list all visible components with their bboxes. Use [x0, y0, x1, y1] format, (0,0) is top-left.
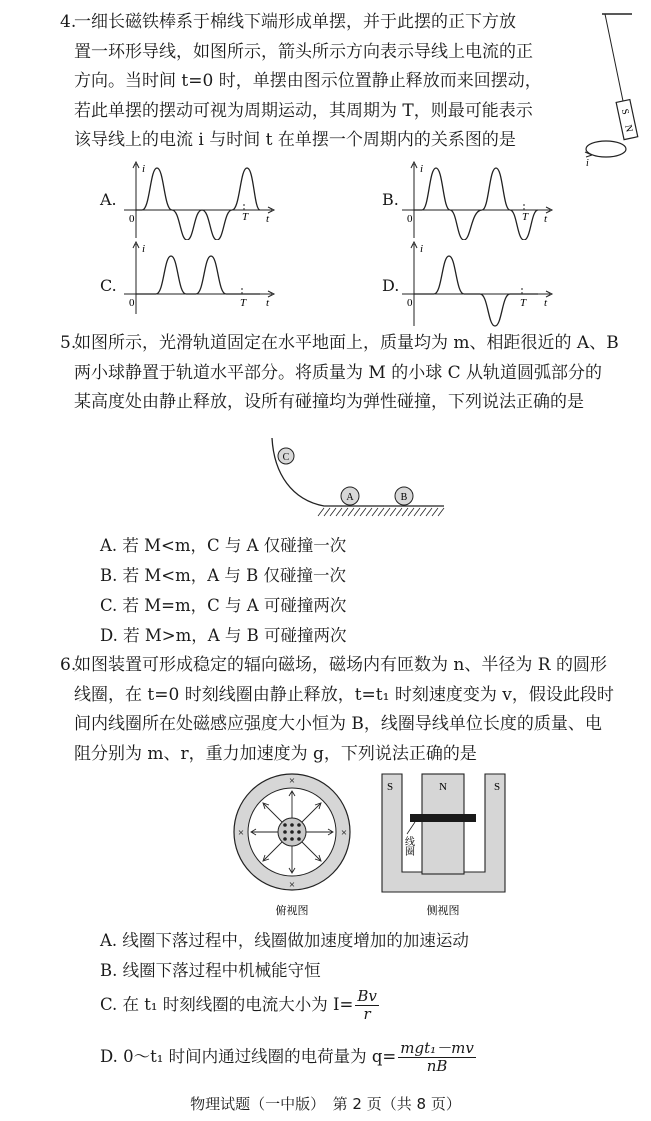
top-view-caption: 俯视图: [275, 905, 309, 917]
curve: [136, 168, 260, 240]
q6-option-b[interactable]: B. 线圈下落过程中机械能守恒: [100, 961, 321, 980]
origin-label: 0: [407, 213, 413, 225]
axis-y-label: i: [420, 163, 424, 175]
q5-option-c[interactable]: C. 若 M=m，C 与 A 可碰撞两次: [100, 596, 347, 615]
question-6-number: 6.: [60, 655, 77, 675]
side-n-label: N: [439, 781, 447, 793]
bar-magnet: [616, 100, 638, 140]
x-mark-left: ×: [237, 827, 245, 839]
q6-option-c-text: C. 在 t₁ 时刻线圈的电流大小为 I=: [100, 995, 354, 1014]
fraction-denominator: nB: [426, 1057, 448, 1075]
question-4-line-5: 该导线上的电流 i 与时间 t 在单摆一个周期内的关系图的是: [74, 130, 516, 150]
coil-pointer: [407, 822, 415, 834]
q6-option-d-text: D. 0～t₁ 时间内通过线圈的电荷量为 q=: [100, 1047, 397, 1066]
curve: [414, 168, 538, 240]
question-6: [60, 651, 644, 769]
ring-current-label: i: [586, 158, 589, 168]
top-view-figure: [228, 770, 358, 920]
axis-y-label: i: [420, 243, 424, 255]
ball-b-label: B: [400, 492, 408, 503]
side-s-left-label: S: [386, 781, 394, 793]
question-5-number: 5.: [60, 333, 77, 353]
axis-y-label: i: [142, 243, 146, 255]
coil-label: 线圈: [402, 836, 414, 856]
axis-x-label: t: [544, 297, 548, 309]
question-5: [60, 329, 644, 418]
axis-x-label: t: [266, 297, 270, 309]
q4-option-a-label: A.: [100, 190, 117, 209]
ball-a-label: A: [346, 492, 354, 503]
q4-graph-c: [120, 240, 280, 316]
question-6-line-2: 线圈，在 t=0 时刻线圈由静止释放，t=t₁ 时刻速度变为 v，假设此段时: [74, 684, 614, 705]
magnet-s-label: S: [618, 107, 631, 116]
pendulum-string: [605, 14, 623, 101]
period-label: T: [520, 297, 527, 309]
fraction-numerator: Bv: [357, 987, 377, 1005]
question-4-line-2: 置一环形导线，如图所示，箭头所示方向表示导线上电流的正: [74, 41, 533, 62]
q4-graph-a: [120, 160, 280, 240]
x-mark-top: ×: [288, 775, 296, 787]
axis-x-label: t: [266, 213, 270, 225]
pendulum-figure: [572, 6, 644, 168]
x-mark-right: ×: [340, 827, 348, 839]
axis-x-label: t: [544, 213, 548, 225]
center-dots: [283, 823, 301, 841]
period-label: T: [242, 211, 249, 223]
fraction-numerator: mgt₁－mv: [400, 1039, 474, 1057]
origin-label: 0: [129, 297, 135, 309]
ball-c-label: C: [282, 452, 290, 463]
side-view-figure: [380, 772, 508, 920]
question-5-line-1: 如图所示，光滑轨道固定在水平地面上，质量均为 m、相距很近的 A、B: [74, 333, 619, 353]
question-5-line-3: 某高度处由静止释放，设所有碰撞均为弹性碰撞，下列说法正确的是: [74, 392, 584, 412]
ground-hatch: [318, 508, 444, 516]
question-4-line-1: 一细长磁铁棒系于棉线下端形成单摆，并于此摆的正下方放: [74, 12, 516, 32]
axis-y-label: i: [142, 163, 146, 175]
fraction-charge: [398, 1040, 476, 1075]
question-6-line-3: 间内线圈所在处磁感应强度大小恒为 B，线圈导线单位长度的质量、电: [74, 714, 602, 734]
side-s-right-label: S: [493, 781, 501, 793]
q5-option-d[interactable]: D. 若 M>m，A 与 B 可碰撞两次: [100, 626, 347, 645]
q5-option-a[interactable]: A. 若 M<m，C 与 A 仅碰撞一次: [100, 536, 347, 555]
question-4: [60, 8, 574, 156]
question-4-line-4: 若此单摆的摆动可视为周期运动，其周期为 T，则最可能表示: [74, 100, 533, 121]
q5-option-b[interactable]: B. 若 M<m，A 与 B 仅碰撞一次: [100, 566, 347, 585]
period-label: T: [522, 211, 529, 223]
question-4-line-3: 方向。当时间 t=0 时，单摆由图示位置静止释放而来回摆动，: [74, 71, 542, 91]
question-6-line-4: 阻分别为 m、r，重力加速度为 g，下列说法正确的是: [74, 743, 477, 764]
origin-label: 0: [129, 213, 135, 225]
q4-graph-d: [398, 240, 558, 330]
page-footer: 物理试题（一中版） 第 2 页（共 8 页）: [190, 1095, 461, 1113]
origin-label: 0: [407, 297, 413, 309]
magnet-n-label: N: [622, 123, 635, 134]
x-mark-bottom: ×: [288, 879, 296, 891]
side-view-caption: 侧视图: [426, 905, 460, 917]
q4-graph-b: [398, 160, 558, 240]
track-figure: [262, 434, 452, 520]
fraction-denominator: r: [363, 1005, 371, 1023]
curve: [414, 256, 538, 326]
q6-option-a[interactable]: A. 线圈下落过程中，线圈做加速度增加的加速运动: [100, 931, 469, 950]
question-6-line-1: 如图装置可形成稳定的辐向磁场，磁场内有匝数为 n、半径为 R 的圆形: [74, 655, 607, 675]
q6-option-d[interactable]: [100, 1040, 476, 1075]
fraction-bv-over-r: [355, 988, 379, 1023]
question-4-number: 4.: [60, 12, 77, 32]
q4-option-d-label: D.: [382, 276, 400, 295]
period-label: T: [240, 297, 247, 309]
coil-bar: [410, 814, 476, 822]
q4-option-c-label: C.: [100, 276, 117, 295]
q4-option-b-label: B.: [382, 190, 399, 209]
q6-option-c[interactable]: [100, 988, 379, 1023]
curve: [136, 256, 260, 294]
question-5-line-2: 两小球静置于轨道水平部分。将质量为 M 的小球 C 从轨道圆弧部分的: [74, 362, 603, 383]
